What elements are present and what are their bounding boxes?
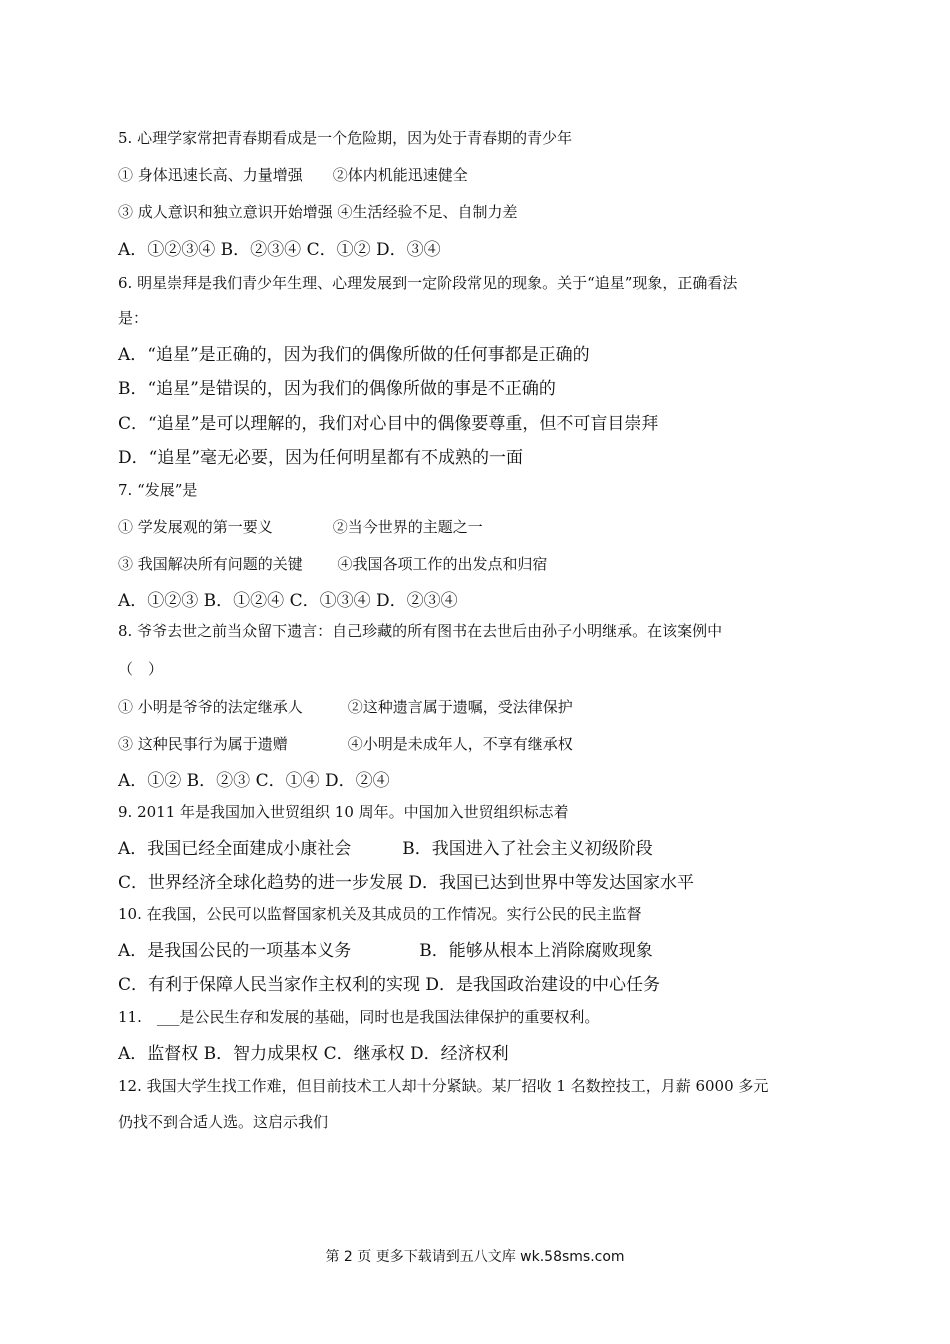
question-6-option-d: D．“追星”毫无必要，因为任何明星都有不成熟的一面 xyxy=(118,448,524,468)
question-5-stem: 5. 心理学家常把青春期看成是一个危险期，因为处于青春期的青少年 xyxy=(118,129,573,147)
question-10-options-ab: A．是我国公民的一项基本义务 B．能够从根本上消除腐败现象 xyxy=(118,941,653,961)
question-6-option-c: C．“追星”是可以理解的，我们对心目中的偶像要尊重，但不可盲目崇拜 xyxy=(118,414,659,434)
question-7-answers: A．①②③ B．①②④ C．①③④ D．②③④ xyxy=(118,591,458,611)
question-11-answers: A．监督权 B．智力成果权 C．继承权 D．经济权利 xyxy=(118,1044,509,1064)
footer-site-link[interactable]: wk.58sms.com xyxy=(520,1249,625,1265)
question-10-stem: 10. 在我国，公民可以监督国家机关及其成员的工作情况。实行公民的民主监督 xyxy=(118,905,642,923)
question-10-options-cd: C．有利于保障人民当家作主权利的实现 D．是我国政治建设的中心任务 xyxy=(118,975,661,995)
question-7-option-row-1: ① 学发展观的第一要义 ②当今世界的主题之一 xyxy=(118,518,483,536)
question-6-stem-cont: 是： xyxy=(118,309,149,327)
question-8-answers: A．①② B．②③ C．①④ D．②④ xyxy=(118,771,390,791)
question-12-stem: 12. 我国大学生找工作难，但目前技术工人却十分紧缺。某厂招收 1 名数控技工，月薪 6000 多元 xyxy=(118,1077,769,1095)
question-5-answers: A．①②③④ B．②③④ C．①② D．③④ xyxy=(118,240,441,260)
question-8-bracket: （ ） xyxy=(118,660,164,678)
question-8-option-row-2: ③ 这种民事行为属于遗赠 ④小明是未成年人，不享有继承权 xyxy=(118,735,573,753)
page-footer-text: 第 2 页 更多下载请到五八文库 xyxy=(325,1249,521,1265)
question-8-option-row-1: ① 小明是爷爷的法定继承人 ②这种遗言属于遗嘱，受法律保护 xyxy=(118,698,573,716)
question-9-options-cd: C．世界经济全球化趋势的进一步发展 D．我国已达到世界中等发达国家水平 xyxy=(118,873,695,893)
page-footer xyxy=(0,1246,950,1266)
question-6-stem: 6. 明星崇拜是我们青少年生理、心理发展到一定阶段常见的现象。关于“追星”现象，正确看法 xyxy=(118,274,738,292)
question-7-stem: 7. “发展”是 xyxy=(118,481,198,499)
question-5-option-row-2: ③ 成人意识和独立意识开始增强 ④生活经验不足、自制力差 xyxy=(118,203,518,221)
question-5-option-row-1: ① 身体迅速长高、力量增强 ②体内机能迅速健全 xyxy=(118,166,468,184)
question-11-stem: 11. ___是公民生存和发展的基础，同时也是我国法律保护的重要权利。 xyxy=(118,1008,600,1026)
question-6-option-b: B．“追星”是错误的，因为我们的偶像所做的事是不正确的 xyxy=(118,379,556,399)
question-7-option-row-2: ③ 我国解决所有问题的关键 ④我国各项工作的出发点和归宿 xyxy=(118,555,548,573)
question-9-stem: 9. 2011 年是我国加入世贸组织 10 周年。中国加入世贸组织标志着 xyxy=(118,803,569,821)
question-9-options-ab: A．我国已经全面建成小康社会 B．我国进入了社会主义初级阶段 xyxy=(118,839,653,859)
question-12-stem-cont: 仍找不到合适人选。这启示我们 xyxy=(118,1113,329,1131)
question-8-stem: 8. 爷爷去世之前当众留下遗言：自己珍藏的所有图书在去世后由孙子小明继承。在该案例中 xyxy=(118,622,723,640)
question-6-option-a: A．“追星”是正确的，因为我们的偶像所做的任何事都是正确的 xyxy=(118,345,590,365)
